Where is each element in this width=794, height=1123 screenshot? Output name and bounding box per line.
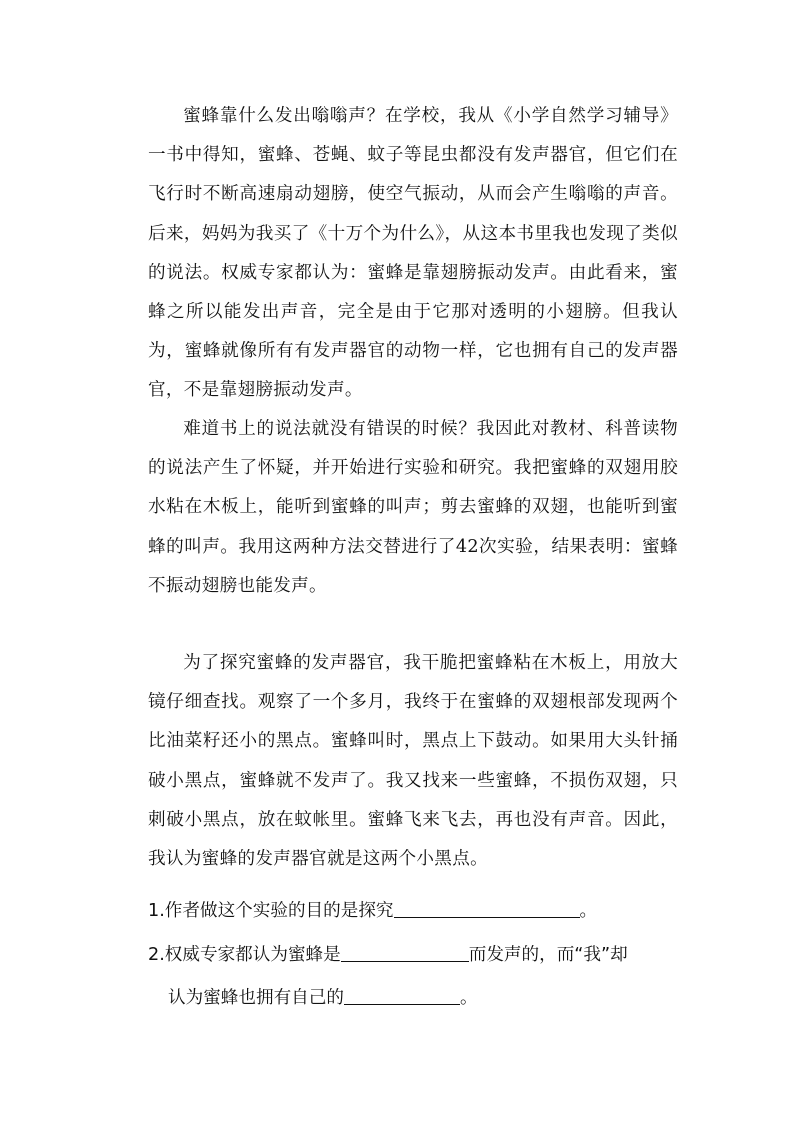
question-1-end: 。 [579,901,598,921]
question-2-end: 。 [459,988,478,1008]
question-2-continuation [168,984,478,1010]
question-1 [148,897,597,923]
passage-paragraph-2: 难道书上的说法就没有错误的时候？我因此对教材、科普读物的说法产生了怀疑，并开始进行实验和研究。我把蜜蜂的双翅用胶水粘在木板上，能听到蜜蜂的叫声；剪去蜜蜂的双翅，也能听到蜜蜂的叫声。我用这两种方法交替进行了42次实验，结果表明：蜜蜂不振动翅膀也能发声。 [148,419,678,596]
question-2-text-middle: 而发声的，而“我”却 [468,945,628,965]
question-1-text: 1.作者做这个实验的目的是探究 [148,901,394,921]
question-1-answer-blank[interactable] [394,897,580,918]
question-2-text-line2: 认为蜜蜂也拥有自己的 [168,988,344,1008]
question-2-answer-blank-1[interactable] [341,941,469,962]
passage-paragraph-1: 蜜蜂靠什么发出嗡嗡声？在学校，我从《小学自然学习辅导》一书中得知，蜜蜂、苍蝇、蚊子等昆虫都没有发声器官，但它们在飞行时不断高速扇动翅膀，使空气振动，从而会产生嗡嗡的声音。后来，妈妈为我买了《十万个为什么》，从这本书里我也发现了类似的说法。权威专家都认为：蜜蜂是靠翅膀振动发声。由此看来，蜜蜂之所以能发出声音，完全是由于它那对透明的小翅膀。但我认为，蜜蜂就像所有有发声器官的动物一样，它也拥有自己的发声器官，不是靠翅膀振动发声。 [148,106,678,401]
question-2-text: 2.权威专家都认为蜜蜂是 [148,945,341,965]
passage-paragraph-3: 为了探究蜜蜂的发声器官，我干脆把蜜蜂粘在木板上，用放大镜仔细查找。观察了一个多月，我终于在蜜蜂的双翅根部发现两个比油菜籽还小的黑点。蜜蜂叫时，黑点上下鼓动。如果用大头针捅破小黑点，蜜蜂就不发声了。我又找来一些蜜蜂，不损伤双翅，只刺破小黑点，放在蚊帐里。蜜蜂飞来飞去，再也没有声音。因此，我认为蜜蜂的发声器官就是这两个小黑点。 [148,653,678,870]
question-2-answer-blank-2[interactable] [344,984,460,1005]
question-2 [148,941,628,967]
